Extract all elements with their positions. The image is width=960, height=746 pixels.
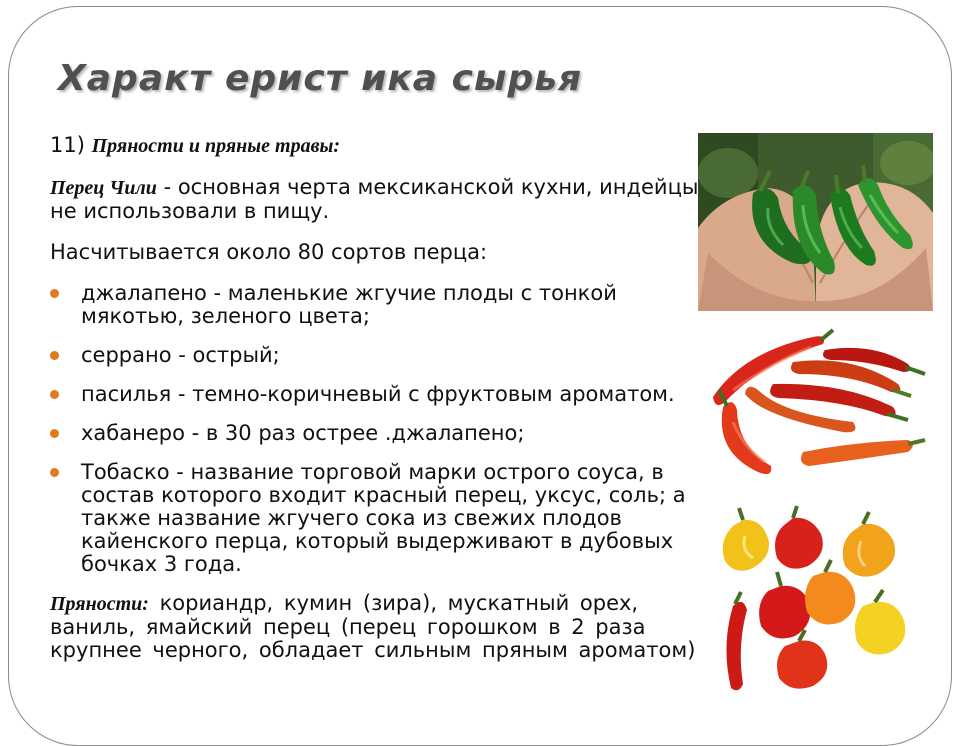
habanero-image [713, 496, 918, 696]
spices-text: кориандр, кумин (зира), мускатный орех, ваниль, ямайский перец (перец горошком в 2 раза крупнее черного, обладает сильным пряным ароматом) [50, 591, 696, 662]
slide-content [50, 134, 700, 662]
section-heading: Пряности и пряные травы: [91, 135, 341, 157]
list-item [50, 422, 700, 445]
chili-text: - основная черта мексиканской кухни, индейцы не использовали в пищу. [50, 175, 699, 223]
section-number: 11) [50, 133, 85, 157]
slide-title: Характ ерист ика сырья [58, 58, 583, 99]
list-item-text: серрано - острый; [81, 343, 280, 367]
list-item [50, 461, 700, 576]
red-chili-image [703, 322, 931, 490]
chili-paragraph [50, 176, 700, 223]
varieties-intro: Насчитывается около 80 сортов перца: [50, 240, 488, 264]
list-item [50, 344, 700, 367]
list-item-text: джалапено - маленькие жгучие плоды с тонкой мякотью, зеленого цвета; [81, 281, 617, 328]
spices-paragraph [50, 592, 700, 662]
bullet-icon [50, 390, 59, 399]
bullet-icon [50, 351, 59, 360]
jalapeno-hands-image [698, 133, 933, 311]
list-item-text: пасилья - темно-коричневый с фруктовым ароматом. [81, 382, 675, 406]
bullet-icon [50, 468, 59, 477]
list-item [50, 282, 700, 328]
list-item [50, 383, 700, 406]
bullet-icon [50, 429, 59, 438]
chili-term: Перец Чили [50, 177, 157, 199]
spices-term: Пряности: [50, 593, 149, 615]
varieties-list [50, 282, 700, 576]
list-item-text: хабанеро - в 30 раз острее .джалапено; [81, 421, 525, 445]
list-item-text: Тобаско - название торговой марки острого соуса, в состав которого входит красный перец, уксус, соль; а также название жгучего сока из свежих плодов кайенского перца, который выдерживают в дубовых бочках 3 года. [81, 460, 686, 576]
bullet-icon [50, 289, 59, 298]
section-heading-line [50, 134, 700, 158]
